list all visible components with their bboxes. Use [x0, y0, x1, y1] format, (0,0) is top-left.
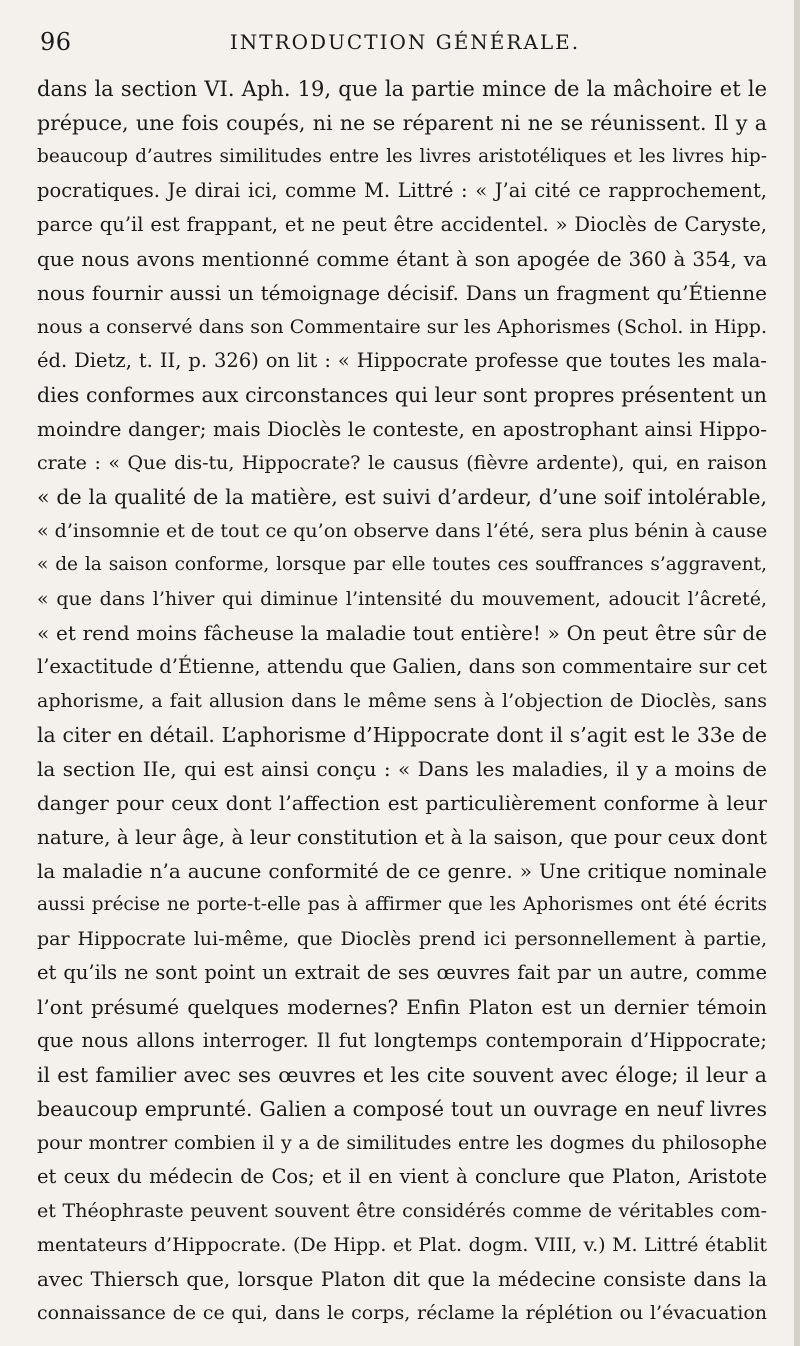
text-line: et qu’ils ne sont point un extrait de ses œuvres fait par un autre, comme — [37, 961, 767, 984]
text-line: et ceux du médecin de Cos; et il en vient à conclure que Platon, Aristote — [37, 1165, 767, 1188]
text-line: pour montrer combien il y a de similitudes entre les dogmes du philosophe — [37, 1132, 767, 1154]
text-line: « d’insomnie et de tout ce qu’on observe dans l’été, sera plus bénin à cause — [37, 520, 767, 542]
text-line: la maladie n’a aucune conformité de ce genre. » Une critique nominale — [37, 859, 767, 883]
text-line: nature, à leur âge, à leur constitution et à la saison, que pour ceux dont — [37, 825, 767, 849]
text-line: et Théophraste peuvent souvent être considérés comme de véritables com- — [37, 1200, 767, 1222]
text-line: prépuce, une fois coupés, ni ne se réparent ni ne se réunissent. Il y a — [37, 111, 767, 135]
text-line: parce qu’il est frappant, et ne peut être accidentel. » Dioclès de Caryste, — [37, 213, 767, 236]
text-line: « de la saison conforme, lorsque par elle toutes ces souffrances s’aggravent, — [37, 554, 767, 575]
text-line: éd. Dietz, t. II, p. 326) on lit : « Hippocrate professe que toutes les mala- — [37, 349, 767, 372]
text-line: beaucoup emprunté. Galien a composé tout un ouvrage en neuf livres — [37, 1097, 767, 1121]
text-line: aphorisme, a fait allusion dans le même sens à l’objection de Dioclès, sans — [37, 690, 767, 712]
text-line: avec Thiersch que, lorsque Platon dit que la médecine consiste dans la — [37, 1267, 767, 1291]
text-line: aussi précise ne porte-t-elle pas à affirmer que les Aphorismes ont été écrits — [37, 894, 767, 915]
text-line: par Hippocrate lui-même, que Dioclès prend ici personnellement à partie, — [37, 928, 767, 950]
text-line: beaucoup d’autres similitudes entre les livres aristotéliques et les livres hip- — [37, 146, 767, 167]
text-line: que nous avons mentionné comme étant à son apogée de 360 à 354, va — [37, 247, 767, 271]
page-edge — [794, 0, 800, 1346]
text-line: dies conformes aux circonstances qui leur sont propres présentent un — [37, 383, 767, 407]
page-number: 96 — [40, 28, 72, 56]
text-line: mentateurs d’Hippocrate. (De Hipp. et Plat. dogm. VIII, v.) M. Littré établit — [37, 1234, 767, 1256]
text-line: nous a conservé dans son Commentaire sur les Aphorismes (Schol. in Hipp. — [37, 316, 767, 338]
text-line: crate : « Que dis-tu, Hippocrate? le causus (fièvre ardente), qui, en raison — [37, 452, 767, 474]
text-line: « que dans l’hiver qui diminue l’intensité du mouvement, adoucit l’âcreté, — [37, 588, 767, 610]
text-line: que nous allons interroger. Il fut longtemps contemporain d’Hippocrate; — [37, 1029, 767, 1052]
text-line: nous fournir aussi un témoignage décisif. Dans un fragment qu’Étienne — [37, 281, 767, 305]
text-line: la section IIe, qui est ainsi conçu : « Dans les maladies, il y a moins de — [37, 757, 767, 781]
text-line: il est familier avec ses œuvres et les cite souvent avec éloge; il leur a — [37, 1063, 767, 1087]
text-line: moindre danger; mais Dioclès le conteste, en apostrophant ainsi Hippo- — [37, 417, 767, 441]
page-header — [40, 28, 770, 62]
text-line: « et rend moins fâcheuse la maladie tout entière! » On peut être sûr de — [37, 621, 767, 645]
text-line: « de la qualité de la matière, est suivi d’ardeur, d’une soif intolérable, — [37, 485, 767, 509]
text-line: la citer en détail. L’aphorisme d’Hippocrate dont il s’agit est le 33e de — [37, 723, 767, 747]
text-line: dans la section VI. Aph. 19, que la partie mince de la mâchoire et le — [37, 77, 767, 101]
text-line: pocratiques. Je dirai ici, comme M. Littré : « J’ai cité ce rapprochement, — [37, 179, 767, 202]
text-line: l’ont présumé quelques modernes? Enfin Platon est un dernier témoin — [37, 995, 767, 1019]
text-line: danger pour ceux dont l’affection est particulièrement conforme à leur — [37, 791, 767, 815]
text-line: connaissance de ce qui, dans le corps, réclame la réplétion ou l’évacuation — [37, 1302, 767, 1324]
text-line: l’exactitude d’Étienne, attendu que Galien, dans son commentaire sur cet — [37, 655, 767, 678]
body-text — [37, 72, 767, 1330]
running-title: INTRODUCTION GÉNÉRALE. — [229, 30, 581, 54]
